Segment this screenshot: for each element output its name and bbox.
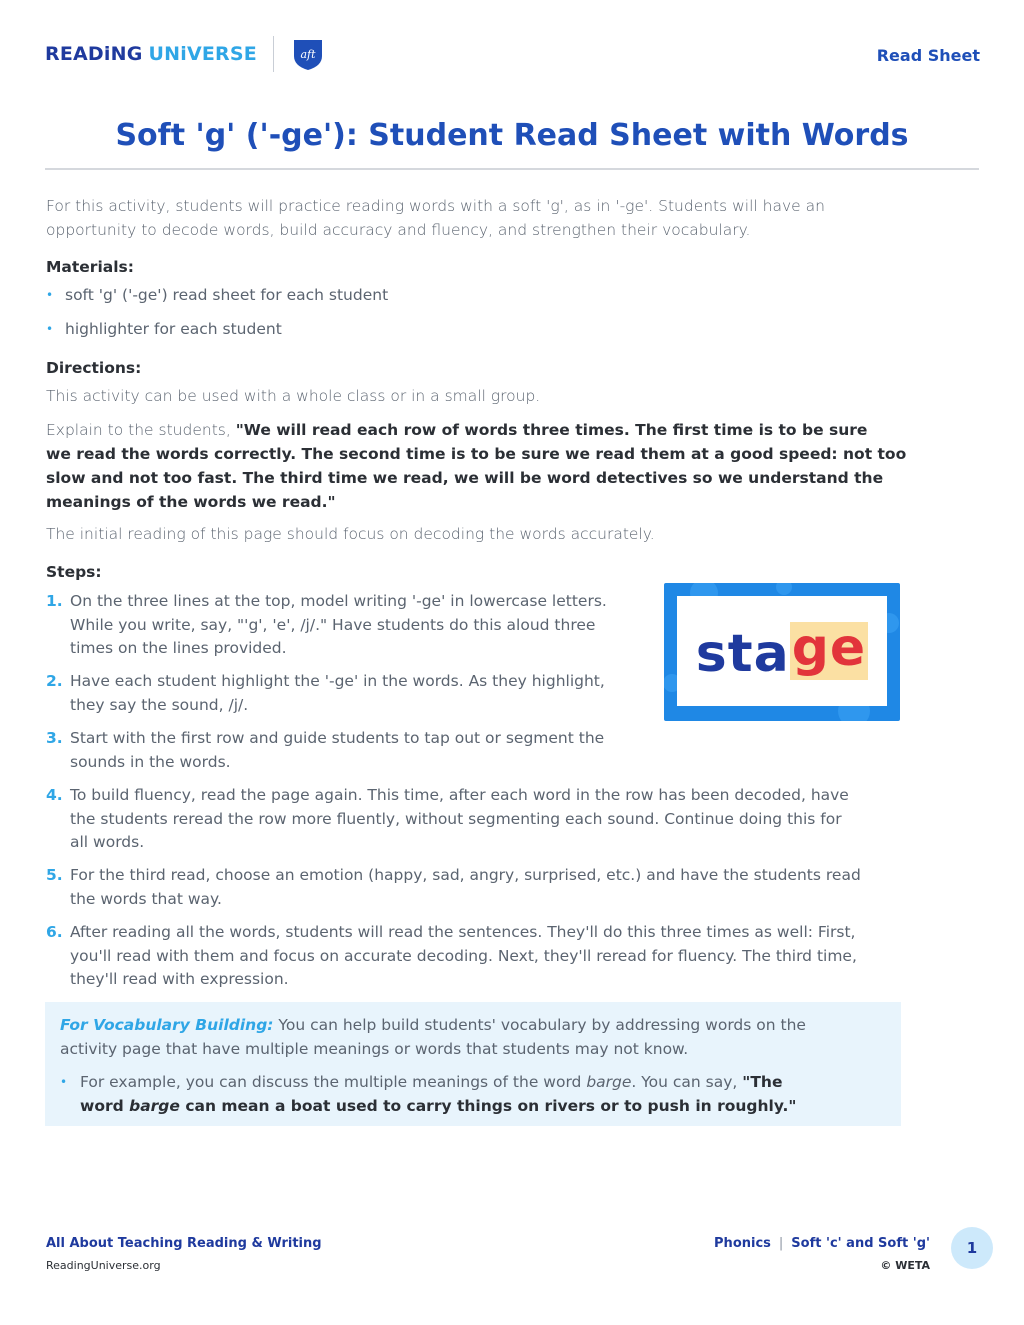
vocab-example-word: barge [586,1073,632,1091]
footer-course-title: All About Teaching Reading & Writing [46,1236,322,1251]
title-divider [45,168,979,170]
step-number: 6. [46,923,63,941]
step-item [46,921,916,992]
vocab-label: For Vocabulary Building: [60,1016,274,1034]
materials-item-text: soft 'g' ('-ge') read sheet for each student [65,286,389,304]
footer-url[interactable]: ReadingUniverse.org [46,1259,161,1272]
steps-heading: Steps: [46,563,102,581]
initial-reading-note: The initial reading of this page should focus on decoding the words accurately. [46,525,655,543]
step-line: they'll read with expression. [70,970,289,988]
intro-line: For this activity, students will practice reading words with a soft 'g', as in '-ge'. Students will have an [46,197,825,215]
step-item [46,864,916,911]
step-text [70,864,916,911]
vocab-example-quote: word [80,1096,130,1115]
step-line: Have each student highlight the '-ge' in the words. As they highlight, [70,672,605,690]
step-line: To build fluency, read the page again. This time, after each word in the row has been decoded, have [70,786,849,804]
footer-category: Phonics [714,1236,771,1251]
aft-logo-icon [288,36,328,72]
materials-item [46,286,388,304]
footer-separator: | [778,1236,784,1251]
step-item [46,727,646,774]
vocab-example-word: barge [129,1096,180,1115]
step-line: While you write, say, "'g', 'e', /j/." Have students do this aloud three [70,615,596,634]
footer-topic-name: Soft 'c' and Soft 'g' [791,1236,930,1251]
step-line: times on the lines provided. [70,639,287,657]
step-line: all words. [70,833,145,851]
aft-logo-text: aft [300,48,316,61]
intro-paragraph [46,194,825,242]
step-number: 5. [46,866,63,884]
vocab-example [60,1071,885,1118]
directions-text: This activity can be used with a whole class or in a small group. [46,387,541,405]
step-line: you'll read with them and focus on accurate decoding. Next, they'll reread for fluency. The third time, [70,946,857,965]
step-line: sounds in the words. [70,752,231,771]
vocab-example-part: For example, you can discuss the multiple meanings of the word [80,1073,587,1091]
stage-word-image [664,583,900,721]
stage-word-card [677,596,887,706]
directions-heading: Directions: [46,359,142,377]
step-item [46,590,646,661]
reading-universe-logo[interactable] [45,36,328,72]
step-line: the words that way. [70,889,222,908]
vocab-text: You can help build students' vocabulary by addressing words on the [273,1016,806,1034]
vocab-example-text [80,1071,797,1118]
bullet-icon: • [46,322,54,336]
vocab-example-part: . You can say, [631,1073,743,1091]
bullet-icon: • [60,1075,68,1089]
step-line: On the three lines at the top, model writing '-ge' in lowercase letters. [70,592,607,610]
read-sheet-label: Read Sheet [876,46,980,65]
logo-divider [273,36,274,72]
explain-quote: meanings of the words we read." [46,493,336,511]
vocabulary-callout [45,1002,901,1126]
vocab-line [60,1014,885,1038]
stage-word-highlight: ge [791,618,867,678]
footer-topic [714,1236,930,1251]
step-text [70,590,646,661]
logo-universe-text: UNiVERSE [148,43,257,65]
materials-heading: Materials: [46,258,134,276]
logo-reading-text: READiNG [45,43,143,65]
explain-quote: slow and not too fast. The third time we read, we will be word detectives so we understand the [46,469,884,487]
bullet-icon: • [46,288,54,302]
step-number: 1. [46,592,63,610]
materials-item-text: highlighter for each student [65,320,282,338]
step-number: 2. [46,672,63,690]
explain-quote: "We will read each row of words three times. The first time is to be sure [235,421,868,439]
intro-line: opportunity to decode words, build accuracy and fluency, and strengthen their vocabulary. [46,221,751,239]
step-line: they say the sound, /j/. [70,695,249,714]
explain-line [46,418,946,442]
vocab-example-quote: can mean a boat used to carry things on rivers or to push in roughly." [179,1096,797,1115]
step-text [70,784,916,855]
step-text [70,670,646,717]
stage-word [695,618,868,684]
page-number-badge: 1 [951,1227,993,1269]
step-line: Start with the first row and guide students to tap out or segment the [70,729,605,747]
explain-prefix: Explain to the students, [46,421,236,439]
directions-explain [46,418,946,514]
footer-copyright: © WETA [880,1259,930,1272]
explain-quote: we read the words correctly. The second time is to be sure we read them at a good speed: not too [46,445,907,463]
page-title: Soft 'g' ('-ge'): Student Read Sheet with Words [115,118,909,153]
step-line: the students reread the row more fluently, without segmenting each sound. Continue doing this for [70,809,842,828]
step-text [70,727,646,774]
materials-item [46,320,282,338]
stage-word-start: sta [695,624,790,684]
vocab-text: activity page that have multiple meanings or words that students may not know. [60,1039,689,1058]
step-number: 4. [46,786,63,804]
step-item [46,670,646,717]
step-item [46,784,916,855]
step-line: After reading all the words, students will read the sentences. They'll do this three times as well: First, [70,923,856,941]
vocab-example-quote: "The [742,1073,783,1091]
step-line: For the third read, choose an emotion (happy, sad, angry, surprised, etc.) and have the students read [70,866,861,884]
step-text [70,921,916,992]
step-number: 3. [46,729,63,747]
